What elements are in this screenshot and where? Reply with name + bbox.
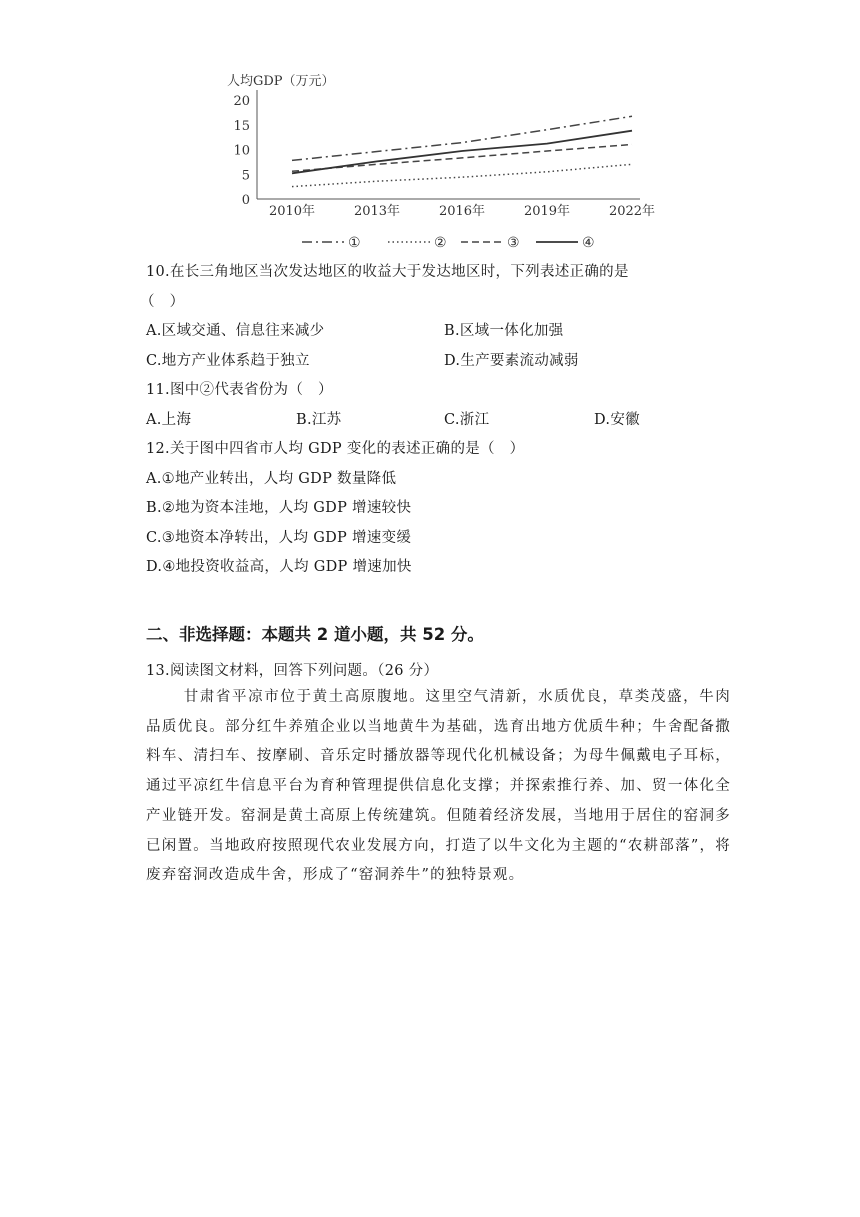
q10-option-a: A.区域交通、信息往来减少 bbox=[146, 323, 325, 339]
x-tick-label: 2013年 bbox=[353, 204, 401, 219]
q12-option-a: A.①地产业转出，人均 GDP 数量降低 bbox=[146, 471, 397, 487]
legend-label-1: ① bbox=[348, 235, 361, 251]
q11-option-d: D.安徽 bbox=[594, 412, 640, 428]
x-axis bbox=[257, 199, 655, 219]
series-line-3 bbox=[292, 145, 632, 172]
q10-option-c: C.地方产业体系趋于独立 bbox=[146, 353, 310, 369]
q12-stem: 12.关于图中四省市人均 GDP 变化的表述正确的是（ ） bbox=[146, 441, 525, 457]
series-line-4 bbox=[292, 131, 632, 174]
y-tick-label: 5 bbox=[241, 168, 250, 184]
legend-label-4: ④ bbox=[582, 235, 595, 251]
y-tick-label: 0 bbox=[241, 193, 250, 208]
gdp-line-chart bbox=[215, 62, 655, 257]
series-line-2 bbox=[292, 164, 632, 186]
q11-stem: 11.图中②代表省份为（ ） bbox=[146, 382, 333, 398]
q12-option-d: D.④地投资收益高，人均 GDP 增速加快 bbox=[146, 559, 412, 575]
q11-option-b: B.江苏 bbox=[296, 412, 342, 428]
y-tick-label: 15 bbox=[233, 118, 250, 134]
q11-option-a: A.上海 bbox=[146, 412, 192, 428]
y-axis bbox=[233, 90, 257, 208]
x-tick-label: 2010年 bbox=[268, 204, 316, 219]
x-tick-label: 2016年 bbox=[438, 204, 486, 219]
q13-stem: 13.阅读图文材料，回答下列问题。（26 分） bbox=[146, 663, 439, 679]
y-tick-label: 20 bbox=[233, 94, 250, 109]
q11-option-c: C.浙江 bbox=[444, 412, 490, 428]
x-tick-label: 2019年 bbox=[523, 204, 571, 219]
q10-stem: 10.在长三角地区当次发达地区的收益大于发达地区时，下列表述正确的是 bbox=[146, 264, 629, 280]
q10-option-b: B.区域一体化加强 bbox=[444, 323, 564, 339]
q13-passage: 甘肃省平凉市位于黄土高原腹地。这里空气清新，水质优良，草类茂盛，牛肉品质优良。部分红牛养殖企业以当地黄牛为基础，选育出地方优质牛种；牛舍配备撒料车、清扫车、按摩刷、音乐定时播放器等现代化机械设备；为母牛佩戴电子耳标，通过平凉红牛信息平台为育种管理提供信息化支撑；并探索推行养、加、贸一体化全产业链开发。窑洞是黄土高原上传统建筑。但随着经济发展，当地用于居住的窑洞多已闲置。当地政府按照现代农业发展方向，打造了以牛文化为主题的“农耕部落”，将废弃窑洞改造成牛舍，形成了“窑洞养牛”的独特景观。 bbox=[146, 689, 731, 884]
legend-label-3: ③ bbox=[507, 235, 520, 251]
y-tick-label: 10 bbox=[233, 143, 250, 159]
x-tick-label: 2022年 bbox=[608, 204, 655, 219]
series-lines bbox=[292, 116, 632, 186]
q10-answer-paren: （ ） bbox=[140, 294, 185, 310]
chart-legend bbox=[302, 235, 595, 251]
q12-option-b: B.②地为资本洼地，人均 GDP 增速较快 bbox=[146, 500, 412, 516]
section-heading: 二、非选择题：本题共 2 道小题，共 52 分。 bbox=[146, 625, 484, 644]
y-axis-label: 人均GDP（万元） bbox=[227, 74, 335, 89]
q10-option-d: D.生产要素流动减弱 bbox=[444, 353, 579, 369]
legend-label-2: ② bbox=[434, 235, 447, 251]
q12-option-c: C.③地资本净转出，人均 GDP 增速变缓 bbox=[146, 530, 412, 546]
